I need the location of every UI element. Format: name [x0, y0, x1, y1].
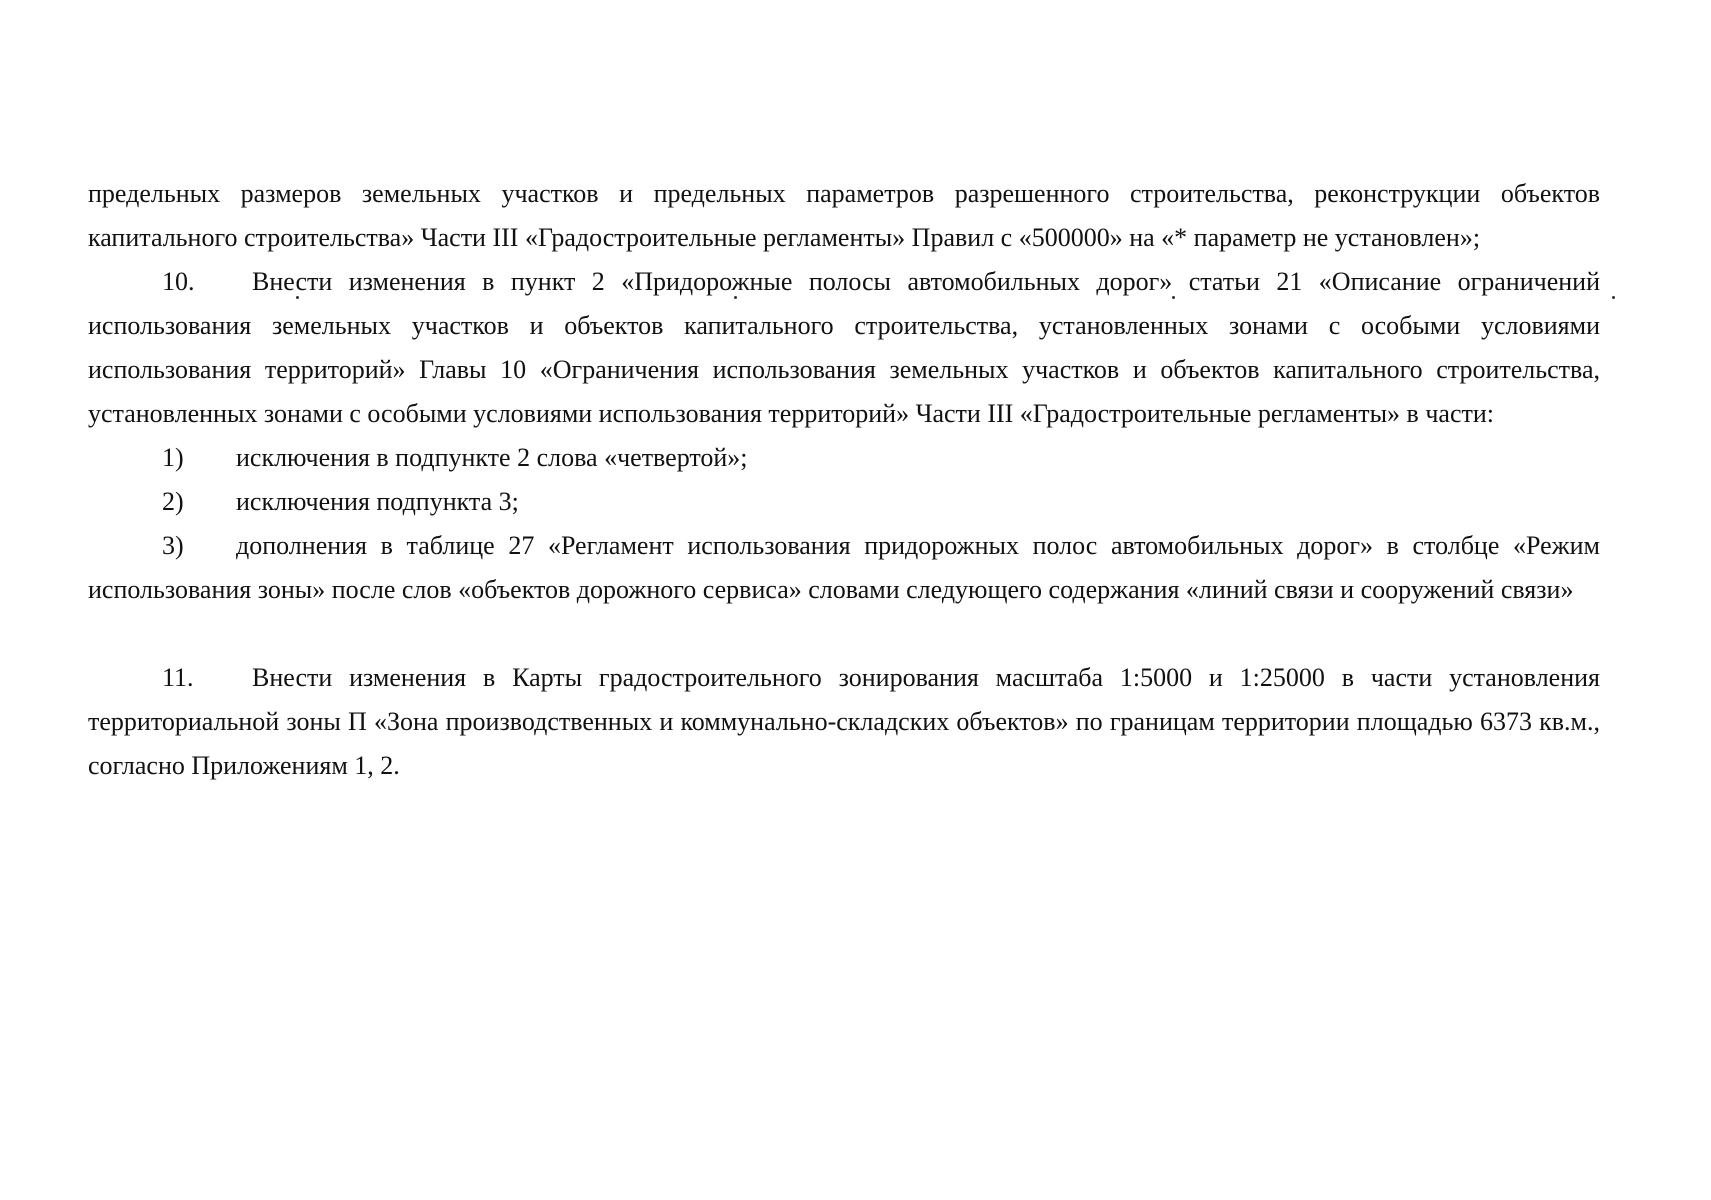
document-body: [88, 172, 1600, 788]
subitem-3-number: 3): [162, 531, 184, 560]
item-11-text: Внести изменения в Карты градостроительного зонирования масштаба 1:5000 и 1:25000 в части установления территориальной зоны П «Зона производственных и коммунально-складских объектов» по границам территории площадью 6373 кв.м., согласно Приложениям 1, 2.: [88, 663, 1600, 780]
item-11: [88, 656, 1600, 788]
item-10-text: Внести изменения в пункт 2 «Придорожные полосы автомобильных дорог» статьи 21 «Описание ограничений использования земельных участков и объектов капитального строительства, установленных зонами с особыми условиями использования территорий» Главы 10 «Ограничения использования земельных участков и объектов капитального строительства, установленных зонами с особыми условиями использования территорий» Части III «Градостроительные регламенты» в части:: [88, 267, 1600, 428]
subitem-1: [88, 436, 1600, 480]
subitem-2-text: исключения подпункта 3;: [236, 487, 519, 516]
item-10: [88, 260, 1600, 436]
paragraph-gap: [88, 612, 1600, 656]
item-11-number: 11.: [162, 663, 194, 692]
subitem-2-number: 2): [162, 487, 184, 516]
subitem-3: [88, 524, 1600, 612]
subitem-1-number: 1): [162, 443, 184, 472]
subitem-2: [88, 480, 1600, 524]
scan-speck: [1612, 296, 1615, 299]
subitem-3-text: дополнения в таблице 27 «Регламент использования придорожных полос автомобильных дорог» в столбце «Режим использования зоны» после слов «объектов дорожного сервиса» словами следующего содержания «линий связи и сооружений связи»: [88, 531, 1600, 604]
paragraph-continued: предельных размеров земельных участков и предельных параметров разрешенного строительства, реконструкции объектов капитального строительства» Части III «Градостроительные регламенты» Правил с «500000» на «* параметр не установлен»;: [88, 179, 1600, 252]
subitem-1-text: исключения в подпункте 2 слова «четвертой»;: [236, 443, 748, 472]
item-10-number: 10.: [162, 267, 195, 296]
